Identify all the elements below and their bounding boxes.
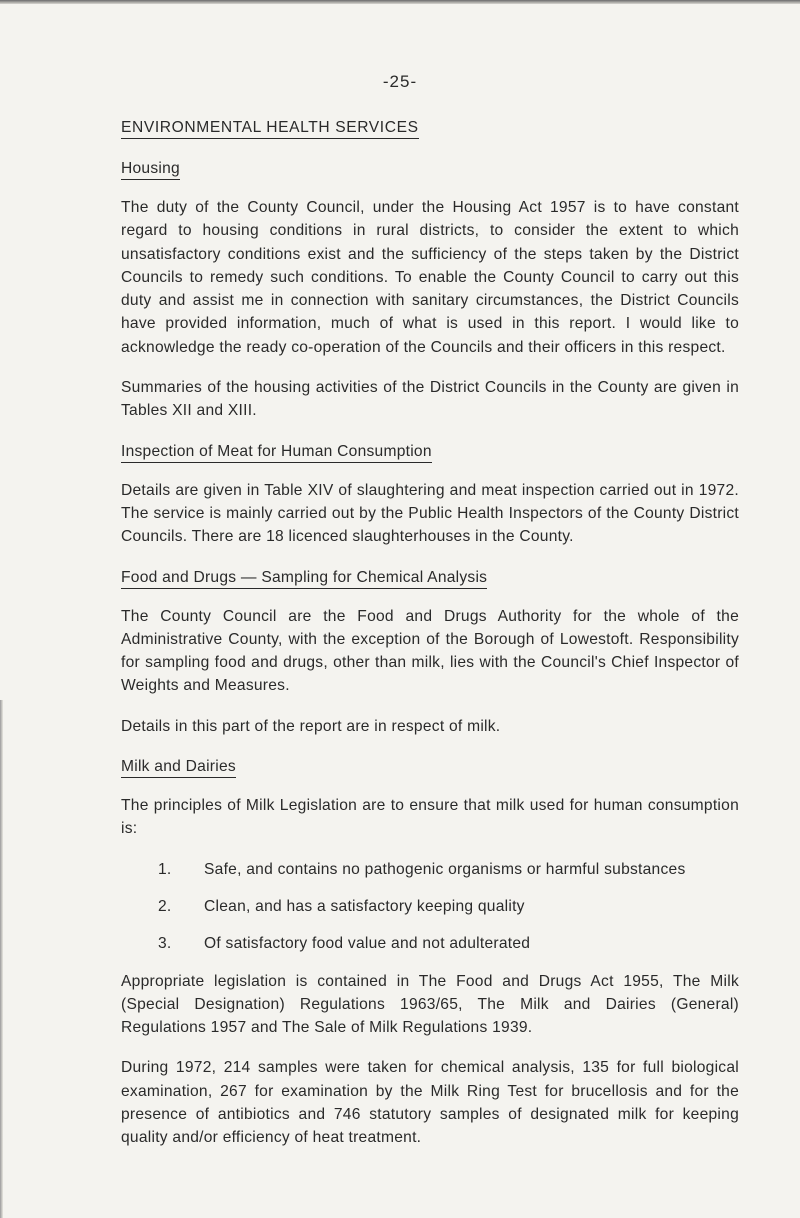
housing-heading: Housing <box>121 159 180 180</box>
document-body <box>121 116 739 1167</box>
page-number: -25- <box>382 72 418 91</box>
list-item <box>158 858 739 881</box>
list-item-number: 1. <box>158 860 172 878</box>
page-edge-top <box>0 0 800 4</box>
food-section <box>121 566 739 738</box>
meat-heading: Inspection of Meat for Human Consumption <box>121 442 432 463</box>
milk-intro: The principles of Milk Legislation are to ensure that milk used for human consumption is: <box>121 797 739 838</box>
list-item-text: Safe, and contains no pathogenic organisms or harmful substances <box>204 860 686 878</box>
list-item <box>158 932 739 955</box>
food-paragraph-1: The County Council are the Food and Drugs Authority for the whole of the Administrative County, with the exception of the Borough of Lowestoft. Responsibility for sampling food and drugs, other than milk, lies with the Council's Chief Inspector of Weights and Measures. <box>121 607 739 695</box>
list-item-text: Clean, and has a satisfactory keeping quality <box>204 897 525 915</box>
housing-paragraph-2: Summaries of the housing activities of the District Councils in the County are given in Tables XII and XIII. <box>121 379 739 420</box>
section-title: ENVIRONMENTAL HEALTH SERVICES <box>121 118 419 139</box>
milk-heading: Milk and Dairies <box>121 757 236 778</box>
housing-section <box>121 157 739 423</box>
housing-paragraph-1: The duty of the County Council, under the Housing Act 1957 is to have constant regard to housing conditions in rural districts, to consider the extent to which unsatisfactory conditions exist and the sufficiency of the steps taken by the District Councils to remedy such conditions. To enable the County Council to carry out this duty and assist me in connection with sanitary circumstances, the District Councils have provided information, much of what is used in this report. I would like to acknowledge the ready co-operation of the Councils and their officers in this respect. <box>121 199 739 356</box>
meat-section <box>121 440 739 549</box>
page-edge-left <box>0 700 3 1218</box>
milk-section <box>121 755 739 1150</box>
list-item-number: 3. <box>158 935 172 953</box>
milk-principles-list <box>121 858 739 956</box>
meat-paragraph-1: Details are given in Table XIV of slaughtering and meat inspection carried out in 1972. The service is mainly carried out by the Public Health Inspectors of the County District Councils. There are 18 licenced slaughterhouses in the County. <box>121 481 739 546</box>
list-item <box>158 895 739 918</box>
milk-legislation-paragraph: Appropriate legislation is contained in The Food and Drugs Act 1955, The Milk (Special Designation) Regulations 1963/65, The Milk and Dairies (General) Regulations 1957 and The Sale of Milk Regulations 1939. <box>121 972 739 1037</box>
list-item-text: Of satisfactory food value and not adulterated <box>204 935 531 953</box>
list-item-number: 2. <box>158 897 172 915</box>
food-heading: Food and Drugs — Sampling for Chemical Analysis <box>121 568 487 589</box>
milk-samples-paragraph: During 1972, 214 samples were taken for chemical analysis, 135 for full biological examination, 267 for examination by the Milk Ring Test for brucellosis and for the presence of antibiotics and 746 statutory samples of designated milk for keeping quality and/or efficiency of heat treatment. <box>121 1059 739 1147</box>
food-paragraph-2: Details in this part of the report are in respect of milk. <box>121 717 501 735</box>
